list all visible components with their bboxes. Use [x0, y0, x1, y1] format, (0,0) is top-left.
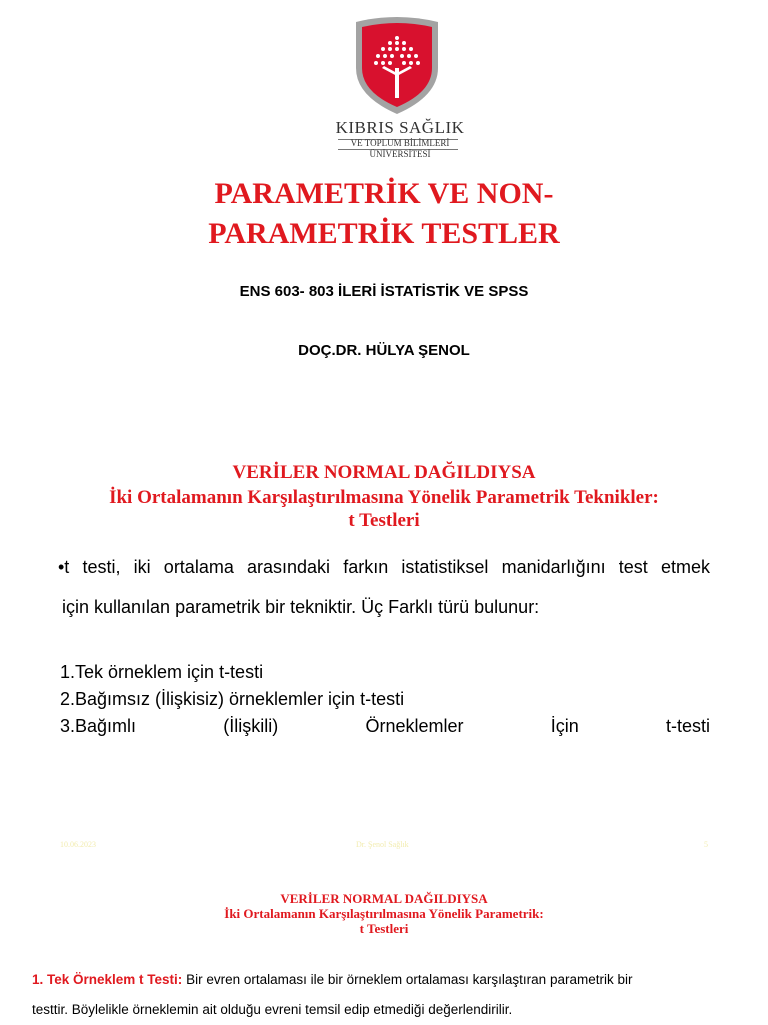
university-name-line3: ÜNİVERSİTESİ	[369, 149, 431, 159]
footer-page-number: 5	[704, 840, 708, 849]
section-heading: VERİLER NORMAL DAĞILDIYSA	[232, 462, 536, 483]
paragraph-text: Bir evren ortalaması ile bir örneklem ortalaması karşılaştıran parametrik bir	[182, 972, 633, 987]
list-item: 1.Tek örneklem için t-testi	[60, 662, 264, 682]
university-name-line2: VE TOPLUM BİLİMLERİ	[350, 138, 450, 148]
list-word: t-testi	[665, 716, 710, 736]
section-subheading-2: İki Ortalamanın Karşılaştırılmasına Yönelik Parametrik:	[224, 906, 544, 921]
section-heading-2: VERİLER NORMAL DAĞILDIYSA	[280, 891, 488, 906]
footer-center: Dr. Şenol Sağlık	[356, 840, 409, 849]
paragraph-label: 1. Tek Örneklem t Testi:	[32, 972, 183, 987]
list-word: Örneklemler	[365, 716, 464, 736]
university-name: KIBRIS SAĞLIK	[335, 118, 465, 137]
section-subheading: İki Ortalamanın Karşılaştırılmasına Yönelik Parametrik Teknikler:	[109, 487, 659, 508]
bullet-text: •t testi, iki ortalama arasındaki farkın istatistiksel manidarlığını test etmek	[58, 557, 710, 577]
list-word: 3.Bağımlı	[60, 716, 137, 736]
section-subheading-line2: t Testleri	[348, 510, 420, 531]
shield-icon	[352, 16, 442, 116]
page-title-line2: PARAMETRİK TESTLER	[208, 217, 560, 250]
bullet-text-continued: için kullanılan parametrik bir tekniktir. Üç Farklı türü bulunur:	[62, 597, 540, 617]
footer-date: 10.06.2023	[60, 840, 96, 849]
section-subheading-2-line2: t Testleri	[359, 921, 409, 936]
list-item	[60, 716, 710, 737]
author-name: DOÇ.DR. HÜLYA ŞENOL	[298, 342, 470, 359]
course-title: ENS 603- 803 İLERİ İSTATİSTİK VE SPSS	[239, 283, 529, 300]
list-item: 2.Bağımsız (İlişkisiz) örneklemler için t-testi	[60, 689, 405, 709]
page-title-line1: PARAMETRİK VE NON-	[214, 177, 554, 210]
paragraph-continued: testtir. Böylelikle örneklemin ait olduğu evreni temsil edip etmediği değerlendirilir.	[32, 1002, 513, 1017]
paragraph	[32, 965, 737, 995]
university-logo	[352, 16, 442, 116]
list-word: İçin	[550, 716, 579, 736]
list-word: (İlişkili)	[223, 716, 279, 736]
